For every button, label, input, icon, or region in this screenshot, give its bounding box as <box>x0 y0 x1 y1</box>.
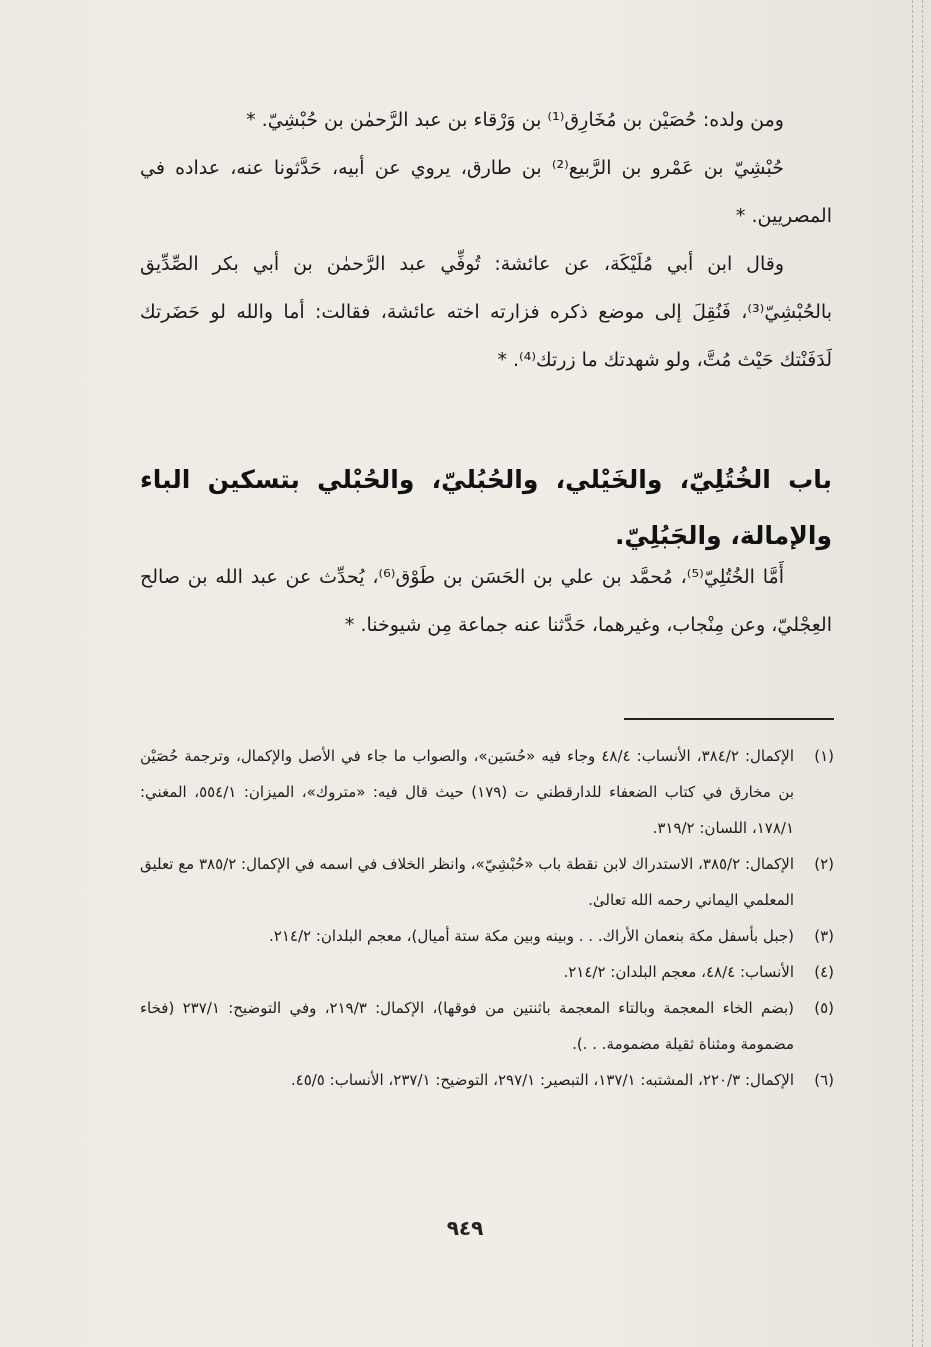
footnote-text: (بضم الخاء المعجمة وبالتاء المعجمة باثنتين من فوقها)، الإكمال: ٢١٩/٣، وفي التوضيح: ٢٣٧/١ (فخاء مضمومة ومثناة ثقيلة مضمومة. . .). <box>140 999 794 1053</box>
paragraph-hubshi-ibn-amr: حُبْشِيّ بن عَمْرو بن الرَّبيع⁽²⁾ بن طارق، يروي عن أبيه، حَدَّثونا عنه، عداده في المصريين. * <box>140 157 832 227</box>
paragraph-husayn-ibn-mukhariq: ومن ولده: حُصَيْن بن مُخَارِق⁽¹⁾ بن وَرْقاء بن عبد الرَّحمٰن بن حُبْشِيّ. * <box>246 109 784 131</box>
footnote <box>140 738 834 846</box>
paragraph-aisha-narration: وقال ابن أبي مُلَيْكَة، عن عائشة: تُوفِّي عبد الرَّحمٰن بن أبي بكر الصِّدِّيق بالحُبْشِيّ⁽³⁾، فَنُقِلَ إلى موضع ذكره فزارته اخته عائشة، فقالت: أما والله لو حَضَرتك لَدَفَنْتك حَيْث مُتَّ، ولو شهدتك ما زرتك⁽⁴⁾. * <box>140 253 832 371</box>
footnote-text: (جبل بأسفل مكة بنعمان الأراك. . . وبينه وبين مكة ستة أميال)، معجم البلدان: ٢١٤/٢. <box>269 927 794 945</box>
footnote-number: (٥) <box>814 999 834 1017</box>
footnote <box>140 990 834 1062</box>
page-number: ٩٤٩ <box>446 1216 484 1240</box>
footnote-text: الإكمال: ٢٢٠/٣، المشتبه: ١٣٧/١، التبصير: ٢٩٧/١، التوضيح: ٢٣٧/١، الأنساب: ٤٥/٥. <box>290 1071 794 1089</box>
footnote-number: (١) <box>814 747 834 765</box>
page-edge-line <box>922 0 923 1347</box>
footnotes <box>140 738 834 1098</box>
footnote-separator <box>624 718 834 720</box>
footnote <box>140 846 834 918</box>
footnote-text: الإكمال: ٣٨٤/٢، الأنساب: ٤٨/٤ وجاء فيه «حُسَين»، والصواب ما جاء في الأصل والإكمال، وترجمة حُصَيْن بن مخارق في كتاب الضعفاء للدارقطني ت (١٧٩) حيث قال فيه: «متروك»، الميزان: ٥٥٤/١، المغني: ١٧٨/١، اللسان: ٣١٩/٢. <box>140 747 795 837</box>
footnote-number: (٦) <box>814 1071 834 1089</box>
chapter-heading: باب الخُتُلِيّ، والخَيْلي، والحُبُليّ، والحُبْلي بتسكين الباء والإمالة، والجَبُلِيّ. <box>140 465 832 550</box>
footnote <box>140 918 834 954</box>
footnote-number: (٢) <box>814 855 834 873</box>
footnote-number: (٣) <box>814 927 834 945</box>
body-text-bottom <box>140 553 832 649</box>
footnote-text: الإكمال: ٣٨٥/٢، الاستدراك لابن نقطة باب «حُبْشِيّ»، وانظر الخلاف في اسمه في الإكمال: ٣٨٥/٢ مع تعليق المعلمي اليماني رحمه الله تعالىٰ. <box>140 855 795 909</box>
footnote-number: (٤) <box>814 963 834 981</box>
paragraph-khutuli: أَمَّا الخُتُلِيّ⁽⁵⁾، مُحمَّد بن علي بن الحَسَن بن طَوْق⁽⁶⁾، يُحدِّث عن عبد الله بن صالح العِجْليّ، وعن مِنْجاب، وغيرهما، حَدَّثنا عنه جماعة مِن شيوخنا. * <box>140 566 832 636</box>
footnote <box>140 1062 834 1098</box>
footnote <box>140 954 834 990</box>
body-text-top <box>140 96 832 384</box>
page-edge-line <box>912 0 913 1347</box>
footnote-text: الأنساب: ٤٨/٤، معجم البلدان: ٢١٤/٢. <box>563 963 794 981</box>
